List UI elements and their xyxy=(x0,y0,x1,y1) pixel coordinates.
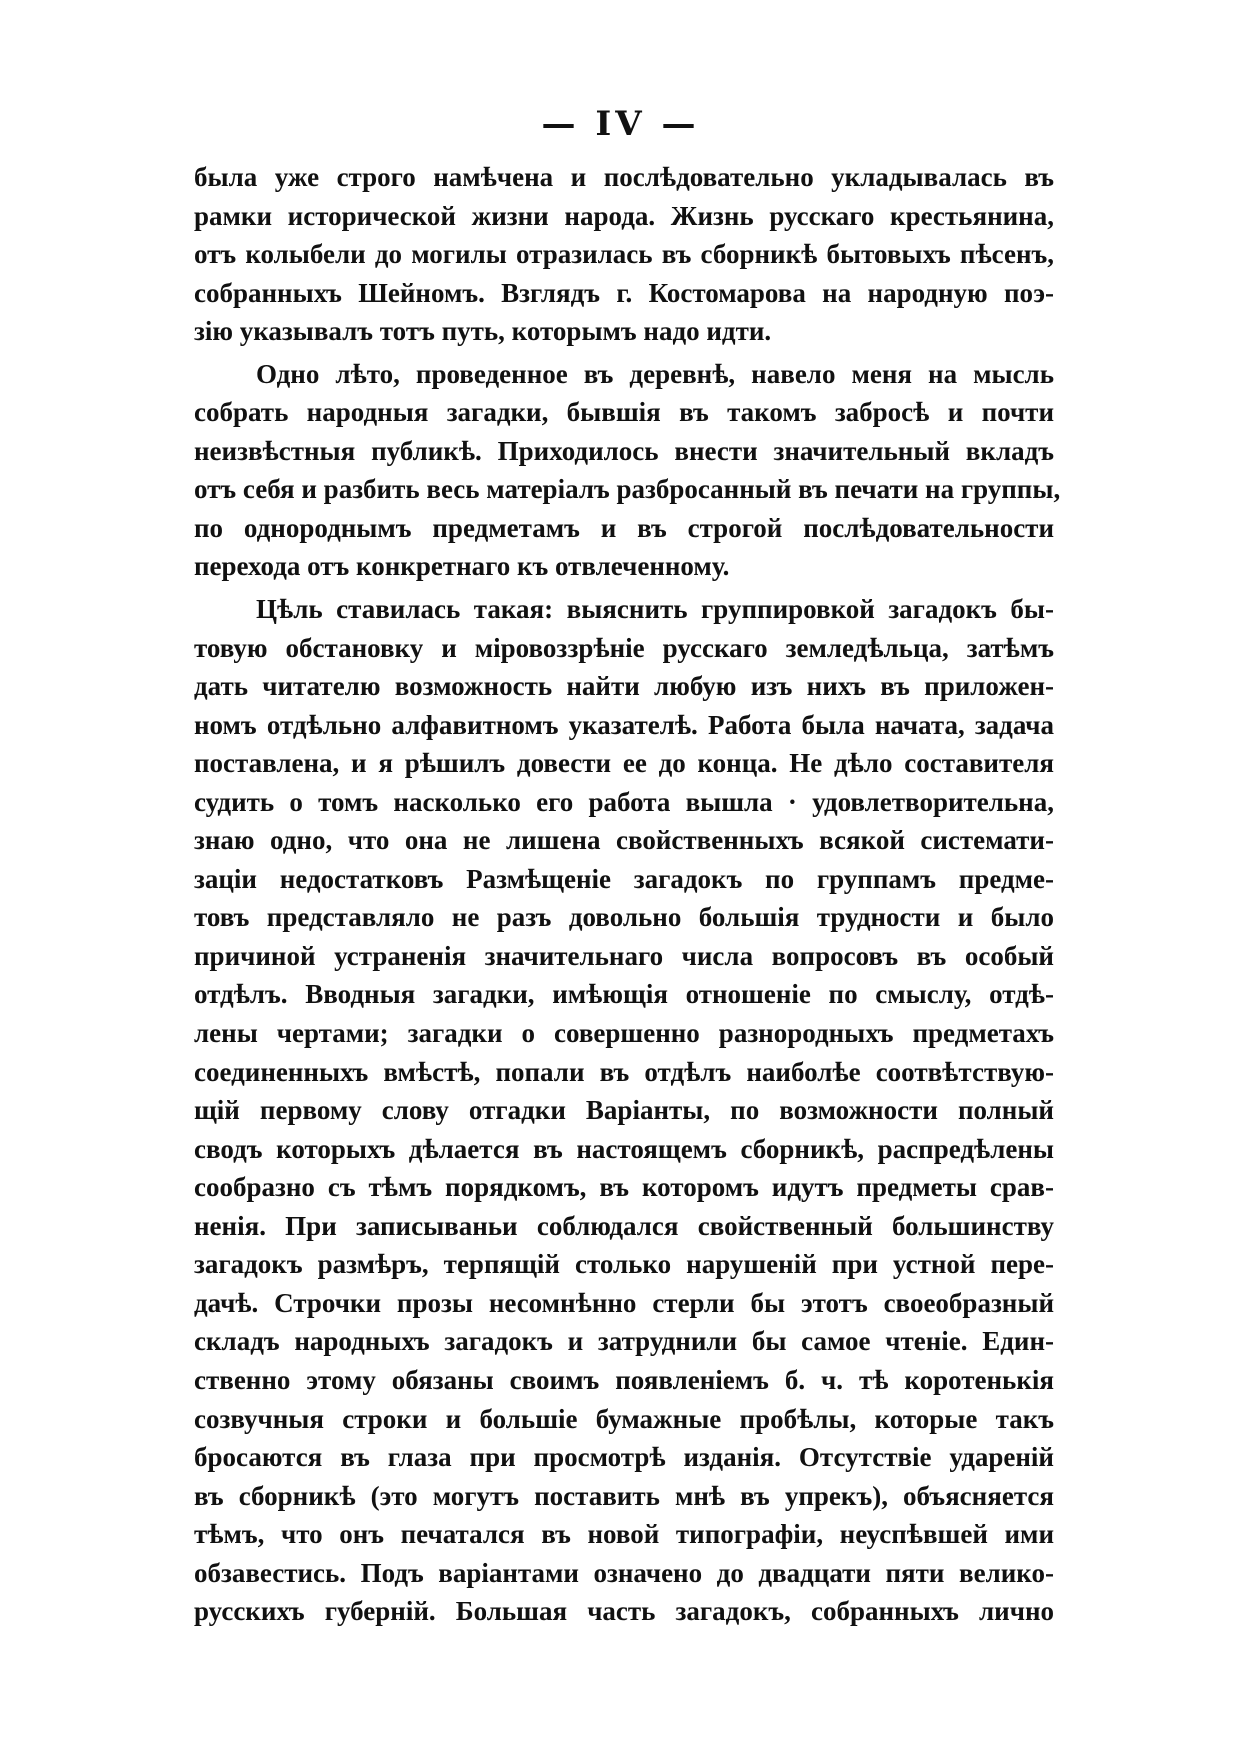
text-line: знаю одно, что она не лишена свойственныхъ всякой системати- xyxy=(194,825,1054,856)
text-line: сводъ которыхъ дѣлается въ настоящемъ сборникѣ, распредѣлены xyxy=(194,1133,1054,1164)
text-line: товъ представляло не разъ довольно большія трудности и было xyxy=(194,902,1054,933)
paragraph xyxy=(194,590,1054,1631)
text-line: дать читателю возможность найти любую изъ нихъ въ приложен- xyxy=(194,671,1054,702)
text-line: отъ себя и разбить весь матеріалъ разбросанный въ печати на группы, xyxy=(194,474,1061,505)
text-line: загадокъ размѣръ, терпящій столько нарушеній при устной пере- xyxy=(194,1249,1054,1280)
text-line: созвучныя строки и большіе бумажные пробѣлы, которые такъ xyxy=(194,1403,1054,1434)
text-line: товую обстановку и міровоззрѣніе русскаго земледѣльца, затѣмъ xyxy=(194,632,1054,663)
text-line: была уже строго намѣчена и послѣдовательно укладывалась въ xyxy=(194,162,1054,192)
text-line: русскихъ губерній. Большая часть загадокъ, собранныхъ лично xyxy=(194,1596,1054,1627)
text-line: Одно лѣто, проведенное въ деревнѣ, навело меня на мысль xyxy=(256,358,1054,389)
text-line: дачѣ. Строчки прозы несомнѣнно стерли бы этотъ своеобразный xyxy=(194,1287,1054,1318)
text-line: тѣмъ, что онъ печатался въ новой типографіи, неуспѣвшей ими xyxy=(194,1519,1054,1550)
text-line: поставлена, и я рѣшилъ довести ее до конца. Не дѣло составителя xyxy=(194,748,1054,779)
text-line: въ сборникѣ (это могутъ поставить мнѣ въ упрекъ), объясняется xyxy=(194,1480,1054,1511)
text-line: обзавестись. Подъ варіантами означено до двадцати пяти велико- xyxy=(194,1557,1054,1588)
text-line: щій первому слову отгадки Варіанты, по возможности полный xyxy=(194,1095,1054,1126)
text-line: заціи недостатковъ Размѣщеніе загадокъ по группамъ предме- xyxy=(194,863,1054,894)
text-line: ственно этому обязаны своимъ появленіемъ б. ч. тѣ коротенькія xyxy=(194,1364,1054,1395)
text-line: ненія. При записываньи соблюдался свойственный большинству xyxy=(194,1210,1054,1241)
text-line: судить о томъ насколько его работа вышла · удовлетворительна, xyxy=(194,786,1054,817)
body-text xyxy=(194,158,1061,1631)
text-line: номъ отдѣльно алфавитномъ указателѣ. Работа была начата, задача xyxy=(194,709,1054,740)
text-line: складъ народныхъ загадокъ и затруднили бы самое чтеніе. Един- xyxy=(194,1326,1054,1357)
text-line: сообразно съ тѣмъ порядкомъ, въ которомъ идутъ предметы срав- xyxy=(194,1172,1054,1203)
text-line: лены чертами; загадки о совершенно разнородныхъ предметахъ xyxy=(194,1018,1054,1049)
text-line: по однороднымъ предметамъ и въ строгой послѣдовательности xyxy=(194,512,1054,543)
paragraph xyxy=(194,355,1061,586)
page-number: — IV — xyxy=(541,104,700,144)
text-line: Цѣль ставилась такая: выяснить группировкой загадокъ бы- xyxy=(256,594,1054,625)
text-line: зію указывалъ тотъ путь, которымъ надо идти. xyxy=(194,316,772,347)
text-line: причиной устраненія значительнаго числа вопросовъ въ особый xyxy=(194,940,1054,971)
text-line: неизвѣстныя публикѣ. Приходилось внести значительный вкладъ xyxy=(194,435,1054,466)
text-line: перехода отъ конкретнаго къ отвлеченному. xyxy=(194,551,730,582)
paragraph xyxy=(194,158,1054,351)
text-line: соединенныхъ вмѣстѣ, попали въ отдѣлъ наиболѣе соотвѣтствую- xyxy=(194,1056,1054,1087)
text-line: бросаются въ глаза при просмотрѣ изданія. Отсутствіе удареній xyxy=(194,1442,1054,1473)
text-line: отдѣлъ. Вводныя загадки, имѣющія отношеніе по смыслу, отдѣ- xyxy=(194,979,1054,1010)
text-line: отъ колыбели до могилы отразилась въ сборникѣ бытовыхъ пѣсенъ, xyxy=(194,239,1054,270)
text-line: собрать народныя загадки, бывшія въ такомъ забросѣ и почти xyxy=(194,397,1054,428)
text-line: собранныхъ Шейномъ. Взглядъ г. Костомарова на народную поэ- xyxy=(194,277,1054,308)
text-line: рамки исторической жизни народа. Жизнь русскаго крестьянина, xyxy=(194,200,1054,231)
